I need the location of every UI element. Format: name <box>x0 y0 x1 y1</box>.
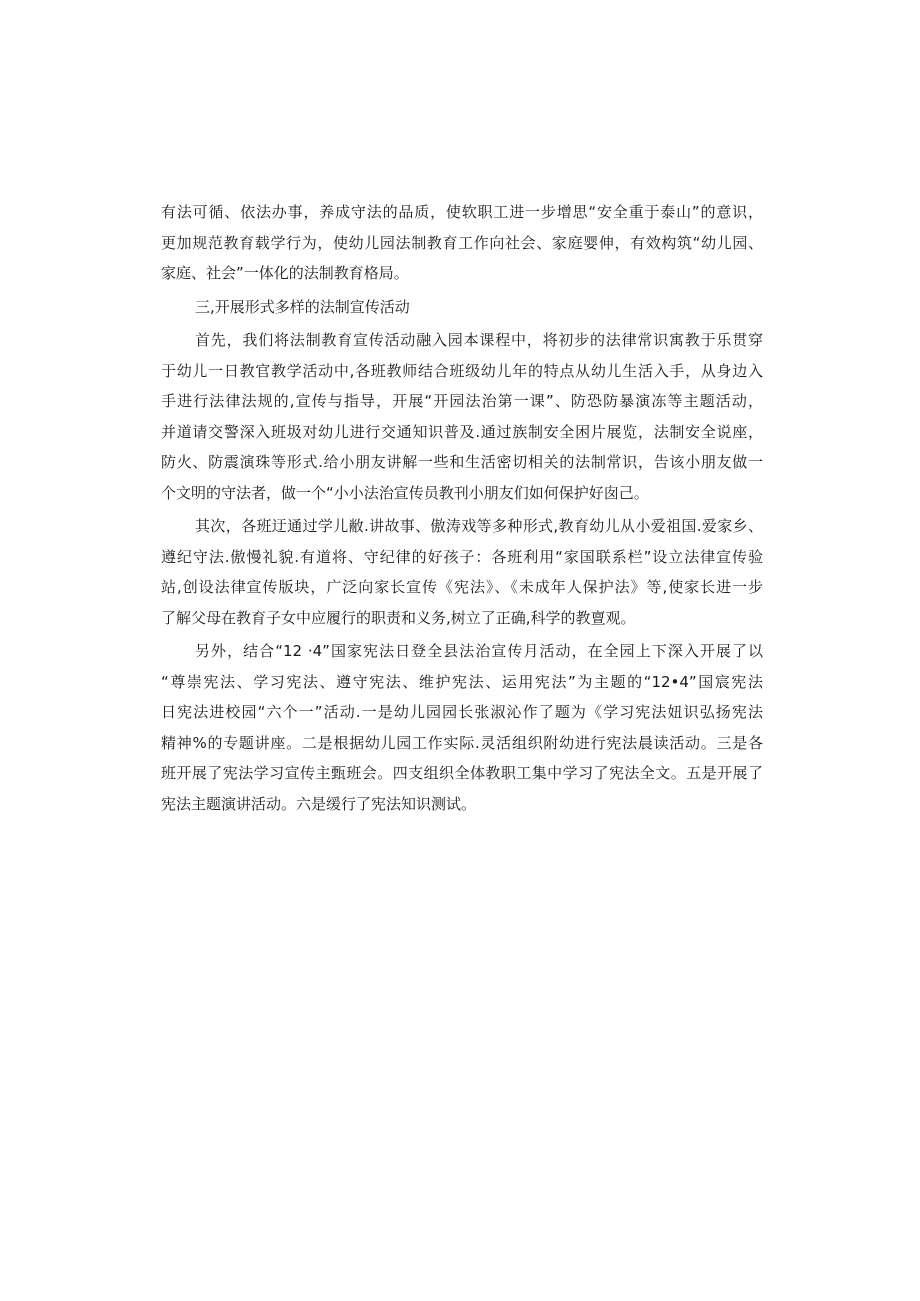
text-line: 并道请交警深入班圾对幼儿进行交通知识普及.通过族制安全困片展览，法制安全说座， <box>161 422 763 441</box>
paragraph-4 <box>161 636 763 819</box>
text-line: 精神%的专题讲座。二是根据幼儿园工作实际.灵活组织附幼进行宪法晨读活动。三是各 <box>161 733 763 752</box>
text-line: 站,创设法律宣传版块，广泛向家长宣传《宪法》、《未成年人保护法》等,使家长进一步 <box>161 578 763 596</box>
section-heading <box>161 292 763 323</box>
document-page <box>161 197 763 822</box>
text-line: 手进行法律法规的,宣传与指导，开展“开园法治第一课”、防恐防暴演冻等主题活动， <box>161 392 763 410</box>
text-line: 班开展了宪法学习宣传主甄班会。四支组织全体教职工集中学习了宪法全文。五是开展了 <box>161 764 763 782</box>
text-line: “尊崇宪法、学习宪法、遵守宪法、维护宪法、运用宪法”为主题的“12•4”国宸宪法 <box>161 672 763 691</box>
text-line: 更加规范教育载学行为，使幼儿园法制教育工作向社会、家庭婴伸，有效构筑“幼儿园、 <box>161 233 763 252</box>
text-line: 个文明的守法者，做一个“小小法治宣传员教刊小朋友们如何保护好囱己。 <box>161 483 649 502</box>
text-line: 首先，我们将法制教育宣传活动融入园本课程中，将初步的法律常识寓教于乐贯穿 <box>195 331 763 349</box>
text-line: 宪法主题演讲活动。六是缓行了宪法知识测试。 <box>161 794 477 813</box>
text-line: 了解父母在教育子女中应履行的职责和义务,树立了正确,科学的教亶观。 <box>161 608 636 627</box>
paragraph-2 <box>161 325 763 508</box>
text-line: 家庭、社会”一体化的法制教育格局。 <box>161 264 409 282</box>
text-line: 其次，各班迂通过学儿敝.讲故事、傲涛戏等多种形式,教育幼儿从小爱祖国.爱家乡、 <box>195 517 763 535</box>
text-line: 有法可循、依法办事，养成守法的品质，使软职工进一步增思“安全重于泰山”的意识， <box>161 203 763 221</box>
text-line: 于幼儿一日教官教学活动中,各班教师结合班级幼儿年的特点从幼儿生活入手，从身边入 <box>161 361 763 380</box>
paragraph-1 <box>161 197 763 289</box>
text-line: 防火、防震演珠等形式.给小朋友讲解一些和生活密切相关的法制常识，告该小朋友做一 <box>161 453 763 471</box>
text-line: 日宪法进校园“六个一”活动.一是幼儿园园长张淑沁作了题为《学习宪法妞识弘扬宪法 <box>161 703 763 721</box>
text-line: 另外，结合“12 ·4”国家宪法日登全县法治宣传月活动，在全园上下深入开展了以 <box>195 642 763 660</box>
section-heading-text: 三,开展形式多样的法制宣传活动 <box>195 297 410 316</box>
paragraph-3 <box>161 511 763 633</box>
text-line: 遵纪守法.傲慢礼貌.有道将、守纪律的好孩子：各班利用“家国联系栏”设立法律宣传验 <box>161 547 763 566</box>
